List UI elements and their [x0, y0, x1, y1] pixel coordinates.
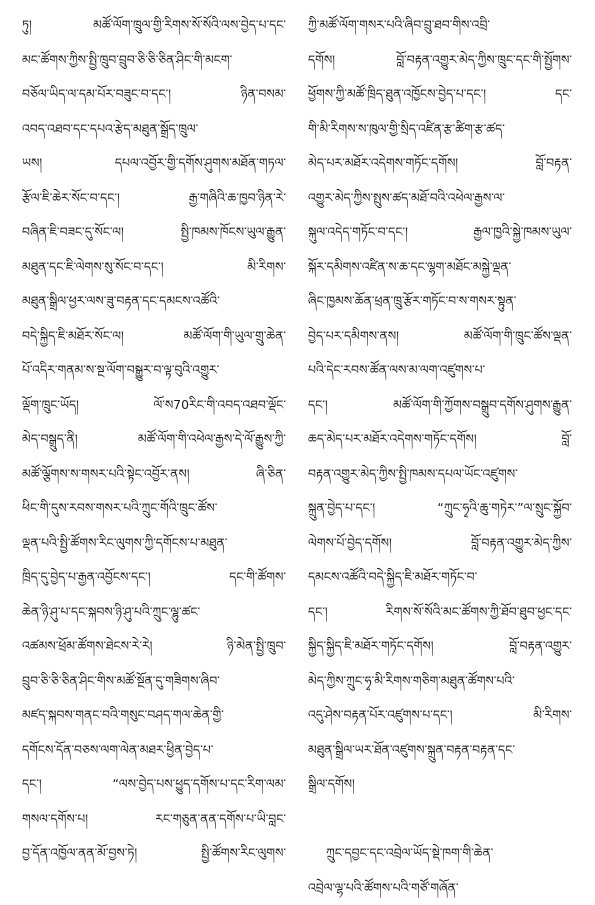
- text-line: ཁྲིད་དུ་བྱེད་པ་རྒྱན་འབྱོངས་དང་། དང་གི་ཚོགས་: [22, 560, 286, 595]
- text-line: ཆེན་ཉི་ཤུ་པ་དང་སྐབས་ཉི་ཤུ་པའི་ཀྲུང་ལྷུ་ཚང་: [22, 595, 286, 630]
- text-line: ལྡན་པའི་སྤྱི་ཚོགས་རིང་ལུགས་ཀྱི་དགོངས་པ་མཐུན་: [22, 526, 286, 561]
- text-line: དགོས། བློ་བརྟན་འགྱུར་མེད་ཀྱིས་ཁྲུང་དང་གི་སྤྱོགས་: [308, 43, 572, 78]
- text-line: གསལ་དགོས་པ། རང་གཅུན་ནན་དགོས་པ་ཡི་བླང་: [22, 802, 286, 837]
- text-line: མེད་པར་མཐོར་འདེགས་གཏོང་དགོས། བློ་བརྟན་: [308, 146, 572, 181]
- text-line: མཐུན་སྒྲིལ་ཡར་ཐོན་འཛུགས་སྐྲུན་བརྟན་བརྟན་དང་: [308, 733, 572, 768]
- text-line: སྐོར་དམིགས་འཛིན་ས་ཆ་དང་ལྷག་མཐོང་མསྐྱེ་ལྡན་: [308, 250, 572, 285]
- text-line: བརྟན་འགྱུར་མེད་ཀྱིས་སྤྱི་ཁམས་དཔལ་ཡོང་འཛུགས་: [308, 457, 572, 492]
- text-line: ཀྲུང་དབྱང་དང་འབྲེལ་ཡོད་སྡེ་ཁག་གི་ཆེན་: [308, 836, 572, 871]
- text-line: དང་། རིགས་སོ་སོའི་མང་ཚོགས་ཀྱི་ཐོབ་ཐུབ་ཕྱང་དང་: [308, 595, 572, 630]
- text-line: སྒྲིལ་དགོས།: [308, 767, 572, 802]
- text-line: བྱ་དོན་འཁྱོལ་ནན་མོ་བྱས་ཏེ། སྤྱི་ཚོགས་རིང་ལུགས་: [22, 836, 286, 871]
- text-line: མཛད་སྐབས་གནང་བའི་གསུང་བཤད་གལ་ཆེན་གྱི་: [22, 698, 286, 733]
- text-line: པའི་དེང་རབས་ཚོན་ལས་མ་ལག་འཛུགས་པ་: [308, 353, 572, 388]
- text-line: ལེགས་པོ་བྱེད་དགོས། བློ་བརྟན་འགྱུར་མེད་ཀྱིས་: [308, 526, 572, 561]
- text-line: མང་ཚོགས་ཀྱིས་སྤྱི་ཁྲུབ་བྲུབ་ཅི་ཅི་ཅིན་ཤིང་གི་མངག་: [22, 43, 286, 78]
- text-line: བྲུབ་ཅི་ཅི་ཅིན་ཤིང་གིས་མཚོ་སྔོན་དུ་གཟིགས་ཞིབ་: [22, 664, 286, 699]
- text-line: མཐུན་སྒྲིལ་ཕྱར་ལས་ཟུ་བརྟན་དང་དམངས་འཚོའི་: [22, 284, 286, 319]
- text-line: བྱེད་པར་དམིགས་ནས། མཚོ་ལོག་གི་ཁྲུང་ཚོས་ལྡན་: [308, 319, 572, 354]
- text-line: ཕིང་གི་དུས་རབས་གསར་པའི་ཀྲུང་གོའི་ཁྲུང་ཚོས་: [22, 491, 286, 526]
- text-line: ཏུ། མཚོ་ལོག་ཁྲུལ་གྱི་རིགས་སོ་སོའི་ལས་བྱེད་པ་དང་: [22, 8, 286, 43]
- text-line: འདུ་ཤེས་བརྟན་པོར་འཛུགས་པ་དང་། མི་རིགས་: [308, 698, 572, 733]
- text-line: བཅོལ་ཡིད་ལ་དམ་པོར་བཟུང་བ་དང་། ཉིན་བསམ་: [22, 77, 286, 112]
- text-line: འཚམས་ཕྲོམ་ཚོགས་ཐེངས་རེ་རེ། ཉི་མེན་སྤྱི་ཁྲུབ་: [22, 629, 286, 664]
- text-line: དམངས་འཚོའི་བདེ་སྐྱིད་ཇི་མཐོར་གཏོང་བ་: [308, 560, 572, 595]
- text-line: གི་མི་རིགས་ས་ཁུལ་གྱི་སྲིད་འཛིན་རྩ་ཚིག་རྩ་ཚད་: [308, 112, 572, 147]
- text-line: སྐུལ་འདེད་གཏོང་བ་དང་། རྒྱལ་ཁྱའི་སྐྱེ་ཁམས་ཡུལ་: [308, 215, 572, 250]
- blank-line: [308, 802, 572, 837]
- right-column: [308, 8, 572, 905]
- text-line: རྩོལ་ཇི་ཆེར་སོང་བ་དང་། རྒྱ་གཞིའི་ཆ་ཁྱབ་ཉིན་རེ་: [22, 181, 286, 216]
- text-line: དགོངས་དོན་བཅས་ལག་ལེན་མཐར་ཕྱིན་བྱེད་པ་: [22, 733, 286, 768]
- text-line: ལྡོག་ཁྲུང་ཡོད། ལོ་ས70རིང་གི་འབད་འཐབ་ལྡོང་: [22, 388, 286, 423]
- text-line: པོ་འདིར་གནམ་ས་སྔ་ལོག་བསྒྱུར་བ་ལྟ་བུའི་འགྱུར་: [22, 353, 286, 388]
- text-line: འབྲེལ་ལྷ་པའི་ཚོགས་པའི་གཙོ་གཞོན་: [308, 871, 572, 905]
- left-column: [22, 8, 286, 871]
- text-line: མཚོ་ལྕོགས་ས་གསར་པའི་སྟེང་འབྱོར་ནས། ཞི་ཅིན་: [22, 457, 286, 492]
- text-line: ཀྱི་མཚོ་ལོག་གསར་པའི་ཞིབ་བྲུ་ཐབ་གིས་འབྲི་: [308, 8, 572, 43]
- text-line: འགྱུར་མེད་ཀྱིས་སྤུས་ཚད་མཐོ་བའི་འཕེལ་རྒྱས་ལ་: [308, 181, 572, 216]
- text-line: ཡས། དཔལ་འབྱོར་གྱི་དགོས་ཤུགས་མཐོན་གཏལ་: [22, 146, 286, 181]
- text-line: ཞིང་ཁྱམས་ཆོན་ཕྲན་ཁྲུ་རྩོར་གཏོང་བ་ས་གསར་སྟུན་: [308, 284, 572, 319]
- text-line: འབད་འཐབ་དང་དཔའ་རྩེད་མཐུན་སྒྲོད་ཁྲུལ་: [22, 112, 286, 147]
- text-line: ཆད་མེད་པར་མཐོར་འདེགས་གཏོང་དགོས། བློ་: [308, 422, 572, 457]
- text-line: ཕྱོགས་ཀྱི་མཚོ་ཁྲིད་ཐུན་འཁྱོངས་བྱེད་པ་དང་། དང་: [308, 77, 572, 112]
- text-line: མེད་བསྒྲུད་ནི། མཚོ་ལོག་གི་འཕེལ་རྒྱས་དེ་ལོ་རྒྱུས་ཀྱི་: [22, 422, 286, 457]
- text-line: མེད་ཀྱིས་ཀྲུང་ཧྭ་མི་རིགས་གཅིག་མཐུན་ཚོགས་པའི་: [308, 664, 572, 699]
- text-line: བདེ་སྐྱིད་ཇི་མཐོར་སོང་ལ། མཚོ་ལོག་གི་ཡུལ་གྲུ་ཆེན་: [22, 319, 286, 354]
- text-line: བཞིན་ཇི་བཟང་དུ་སོང་ལ། སྤྱི་ཁམས་ཁོངས་ཡུལ་རྒྱུན་: [22, 215, 286, 250]
- text-line: སྐྲུན་བྱེད་པ་དང་། “ཀྲུང་ཧྭའི་ཆུ་གཏེར་”ལ་སྲུང་སྐྱོབ་: [308, 491, 572, 526]
- text-line: སྐྱིད་སྐྱིད་ཇི་མཐོར་གཏོང་དགོས། བློ་བརྟན་འགྱུར་: [308, 629, 572, 664]
- text-line: དང་། “ལས་བྱེད་པས་ཕྱུད་དགོས་པ་དང་རིག་ལམ་: [22, 767, 286, 802]
- text-line: མཐུན་དང་ཇི་ལེགས་སུ་སོང་བ་དང་། མི་རིགས་: [22, 250, 286, 285]
- text-line: དང་། མཚོ་ལོག་གི་ཀྱོགས་བསྒྲུབ་དགོས་ཤུགས་རྒྱུན་: [308, 388, 572, 423]
